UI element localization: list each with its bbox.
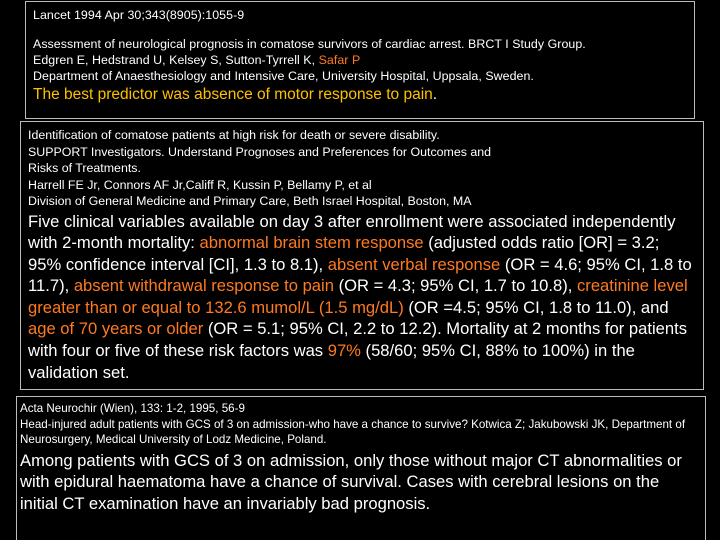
acta-reference-box bbox=[16, 396, 706, 540]
lancet-authors-text: Edgren E, Hedstrand U, Kelsey S, Sutton-Tyrrell K, bbox=[33, 53, 319, 67]
lancet-reference-box bbox=[25, 1, 695, 119]
support-reference-box bbox=[20, 121, 704, 390]
findings-text: (OR = 5.1; 95% CI, 2.2 to 12.2). Mortality at 2 months for patients with four or five of these risk factors was bbox=[28, 319, 688, 361]
acta-title: Head-injured adult patients with GCS of 3 on admission-who have a chance to survive? Kotwica Z; Jakubowski JK, Department of Neurosurgery, Medical University of Lodz Medicine, Poland. bbox=[20, 417, 686, 447]
findings-highlight-brainstem: abnormal brain stem response bbox=[199, 233, 424, 253]
lancet-conclusion-text: The best predictor was absence of motor response to pain bbox=[33, 86, 433, 103]
acta-citation: Acta Neurochir (Wien), 133: 1-2, 1995, 56-9 bbox=[20, 402, 245, 415]
findings-highlight-withdrawal: absent withdrawal response to pain bbox=[73, 276, 334, 296]
spacer bbox=[33, 23, 687, 36]
findings-text: (58/60; 95% CI, 88% to 100%) in the validation set. bbox=[28, 341, 635, 382]
findings-highlight-mortality: 97% bbox=[327, 341, 361, 361]
lancet-department: Department of Anaesthesiology and Intensive Care, University Hospital, Uppsala, Sweden. bbox=[33, 69, 534, 83]
findings-text: (adjusted odds ratio [OR] = 3.2; 95% confidence interval [CI], 1.3 to 8.1), bbox=[28, 233, 660, 274]
support-title-line2: SUPPORT Investigators. Understand Prognoses and Preferences for Outcomes and bbox=[28, 144, 492, 159]
support-department: Division of General Medicine and Primary Care, Beth Israel Hospital, Boston, MA bbox=[28, 194, 472, 208]
findings-text: Five clinical variables available on day 3 after enrollment were associated independently with 2-month mortality: bbox=[28, 211, 676, 253]
lancet-conclusion bbox=[33, 85, 687, 105]
findings-highlight-age: age of 70 years or older bbox=[28, 319, 204, 339]
lancet-conclusion-period: . bbox=[432, 86, 438, 103]
support-title-line3: Risks of Treatments. bbox=[28, 161, 141, 175]
support-title-line1: Identification of comatose patients at high risk for death or severe disability. bbox=[28, 128, 440, 142]
support-findings-paragraph bbox=[28, 211, 697, 384]
support-authors: Harrell FE Jr, Connors AF Jr,Califf R, Kussin P, Bellamy P, et al bbox=[28, 177, 372, 192]
findings-highlight-verbal: absent verbal response bbox=[327, 254, 501, 274]
lancet-author-highlight: Safar P bbox=[318, 53, 361, 67]
findings-text: (OR = 4.3; 95% CI, 1.7 to 10.8), bbox=[333, 276, 577, 296]
findings-text: (OR = 4.6; 95% CI, 1.8 to 11.7), bbox=[28, 254, 692, 296]
findings-highlight-creatinine: creatinine level greater than or equal to 132.6 mumol/L (1.5 mg/dL) bbox=[28, 276, 688, 317]
lancet-citation: Lancet 1994 Apr 30;343(8905):1055-9 bbox=[33, 8, 245, 22]
findings-text: (OR =4.5; 95% CI, 1.8 to 11.0), and bbox=[403, 297, 669, 317]
acta-conclusion: Among patients with GCS of 3 on admission, only those without major CT abnormalities or with epidural haematoma have a chance of survival. Cases with cerebral lesions on the initial CT examination have an invariably bad prognosis. bbox=[20, 450, 682, 514]
lancet-authors bbox=[33, 52, 687, 68]
lancet-title: Assessment of neurological prognosis in comatose survivors of cardiac arrest. BRCT I Study Group. bbox=[33, 37, 586, 51]
